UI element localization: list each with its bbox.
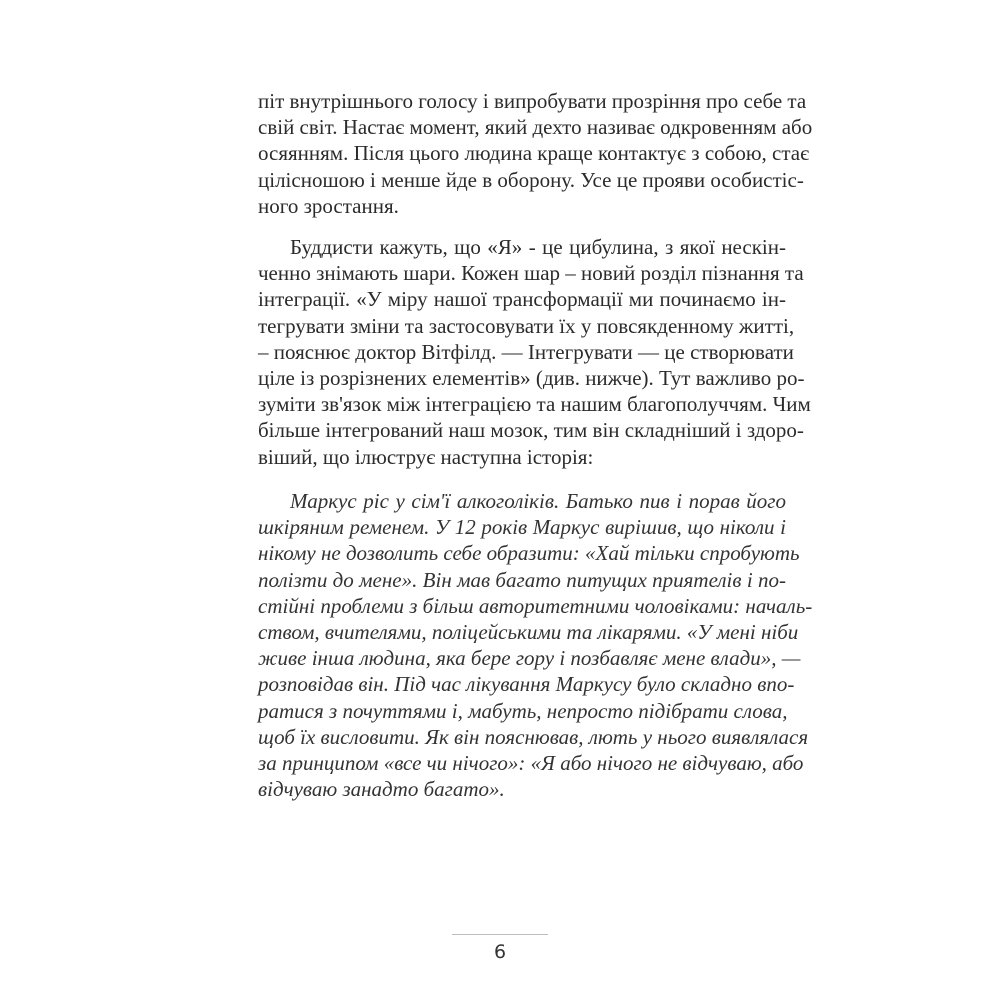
paragraph-line: інтеграції. «У міру нашої трансформації ми починаємо ін-: [258, 287, 786, 312]
quote-line: ством, вчителями, поліцейськими та лікарями. «У мені ніби: [258, 620, 799, 645]
quote-line: Маркус ріс у сім'ї алкоголіків. Батько пив і порав його: [290, 489, 786, 513]
quote-line: за принципом «все чи нічого»: «Я або нічого не відчуваю, або: [258, 751, 804, 776]
paragraph-1: [258, 88, 813, 219]
quote-line: відчуваю занадто багато».: [258, 777, 505, 802]
paragraph-line: ченно знімають шари. Кожен шар – новий розділ пізнання та: [258, 261, 804, 286]
paragraph-line: свій світ. Настає момент, який дехто називає одкровенням або: [258, 115, 813, 140]
quote-line: стійні проблеми з більш авторитетними чоловіками: началь-: [258, 593, 813, 618]
paragraph-line: Буддисти кажуть, що «Я» - це цибулина, з якої нескін-: [290, 235, 786, 259]
paragraph-line: цілісношою і менше йде в оборону. Усе це прояви особистіс-: [258, 167, 804, 192]
quote-line: ратися з почуттями і, мабуть, непросто підібрати слова,: [258, 698, 788, 723]
quote-line: шкіряним ременем. У 12 років Маркус вирішив, що ніколи і: [258, 515, 786, 540]
quote-line: полізти до мене». Він мав багато питущих приятелів і по-: [258, 567, 786, 592]
paragraph-line: ного зростання.: [258, 193, 399, 218]
paragraph-line: осяянням. Після цього людина краще контактує з собою, стає: [258, 141, 810, 166]
paragraph-line: більше інтегрований наш мозок, тим він складніший і здоро-: [258, 418, 804, 443]
paragraph-line: віший, що ілюструє наступна історія:: [258, 444, 594, 469]
paragraph-line: зуміти зв'язок між інтеграцією та нашим благополуччям. Чим: [258, 392, 811, 417]
quote-line: розповідав він. Під час лікування Маркусу було складно впо-: [258, 672, 795, 697]
quote-line: щоб їх висловити. Як він пояснював, лють у нього виявлялася: [258, 724, 809, 749]
footer-divider: [452, 934, 548, 935]
page-number: 6: [493, 941, 507, 963]
story-quote: [258, 488, 813, 802]
paragraph-line: ціле із розрізнених елементів» (див. нижче). Тут важливо ро-: [258, 366, 805, 391]
paragraph-2: [258, 234, 811, 470]
paragraph-line: тегрувати зміни та застосовувати їх у повсякденному житті,: [258, 313, 795, 338]
paragraph-line: – пояснює доктор Вітфілд. — Інтегрувати — це створювати: [258, 339, 794, 364]
paragraph-line: піт внутрішнього голосу і випробувати прозріння про себе та: [258, 89, 807, 113]
quote-line: живе інша людина, яка бере гору і позбавляє мене влади», —: [258, 646, 801, 671]
quote-line: нікому не дозволить себе образити: «Хай тільки спробують: [258, 541, 800, 566]
